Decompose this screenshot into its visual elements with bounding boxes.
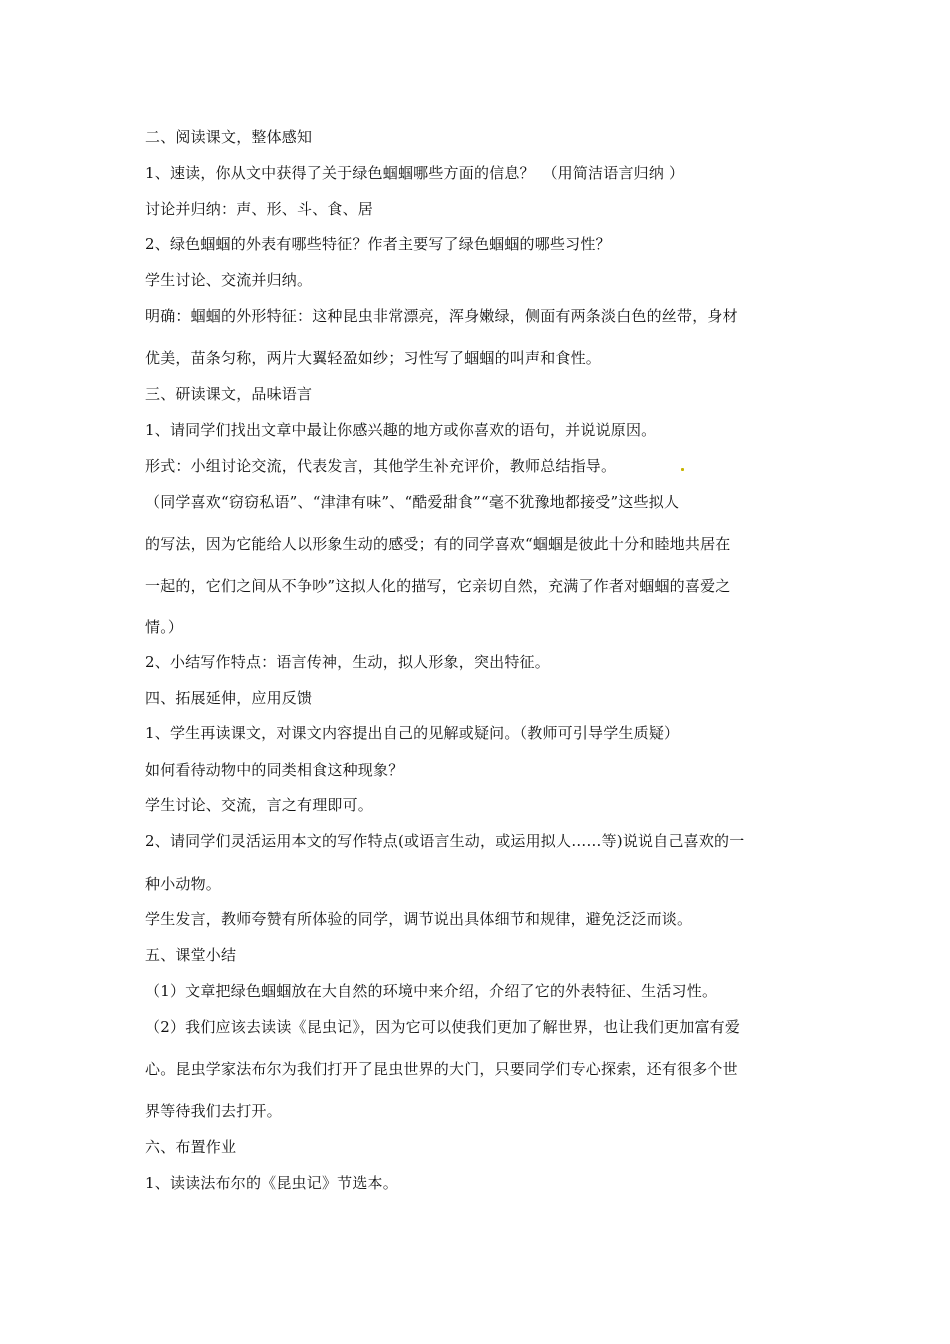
paragraph-line: 2、绿色蝈蝈的外表有哪些特征？作者主要写了绿色蝈蝈的哪些习性？	[145, 235, 611, 253]
paragraph-line: 讨论并归纳：声、形、斗、食、居	[145, 200, 374, 218]
paragraph-line: 学生讨论、交流并归纳。	[145, 271, 313, 289]
paragraph-line: 1、读读法布尔的《昆虫记》节选本。	[145, 1174, 398, 1192]
section-heading: 四、拓展延伸，应用反馈	[145, 689, 313, 707]
paragraph-line: 种小动物。	[145, 875, 222, 893]
paragraph-line: 形式：小组讨论交流，代表发言，其他学生补充评价，教师总结指导。	[145, 457, 617, 475]
paragraph-line: 一起的，它们之间从不争吵”这拟人化的描写，它亲切自然，充满了作者对蝈蝈的喜爱之	[145, 577, 731, 595]
paragraph-line: 学生发言，教师夸赞有所体验的同学，调节说出具体细节和规律，避免泛泛而谈。	[145, 910, 693, 928]
paragraph-line: 2、小结写作特点：语言传神，生动，拟人形象，突出特征。	[145, 653, 550, 671]
paragraph-line: 情。）	[145, 618, 184, 636]
section-heading: 二、阅读课文，整体感知	[145, 128, 313, 146]
section-heading: 五、课堂小结	[145, 946, 237, 964]
paragraph-line: （2）我们应该去读读《昆虫记》，因为它可以使我们更加了解世界，也让我们更加富有爱	[145, 1018, 741, 1036]
paragraph-line: 学生讨论、交流，言之有理即可。	[145, 796, 374, 814]
section-heading: 六、布置作业	[145, 1138, 237, 1156]
paragraph-line: 如何看待动物中的同类相食这种现象？	[145, 761, 404, 779]
paragraph-line: 2、请同学们灵活运用本文的写作特点(或语言生动，或运用拟人……等)说说自己喜欢的一	[145, 832, 745, 850]
stray-mark	[681, 468, 684, 471]
paragraph-line: 1、请同学们找出文章中最让你感兴趣的地方或你喜欢的语句，并说说原因。	[145, 421, 657, 439]
paragraph-line: （1）文章把绿色蝈蝈放在大自然的环境中来介绍，介绍了它的外表特征、生活习性。	[145, 982, 718, 1000]
paragraph-line: 心。昆虫学家法布尔为我们打开了昆虫世界的大门，只要同学们专心探索，还有很多个世	[145, 1060, 738, 1078]
paragraph-line: 界等待我们去打开。	[145, 1102, 282, 1120]
paragraph-line: 1、学生再读课文，对课文内容提出自己的见解或疑问。（教师可引导学生质疑）	[145, 724, 680, 742]
paragraph-line: 优美，苗条匀称，两片大翼轻盈如纱；习性写了蝈蝈的叫声和食性。	[145, 349, 602, 367]
paragraph-line: 明确：蝈蝈的外形特征：这种昆虫非常漂亮，浑身嫩绿，侧面有两条淡白色的丝带，身材	[145, 307, 738, 325]
paragraph-line: （同学喜欢“窃窃私语”、“津津有味”、“酷爱甜食”“毫不犹豫地都接受”这些拟人	[145, 493, 680, 511]
section-heading: 三、研读课文，品味语言	[145, 385, 313, 403]
paragraph-line: 的写法，因为它能给人以形象生动的感受；有的同学喜欢“蝈蝈是彼此十分和睦地共居在	[145, 535, 731, 553]
paragraph-line: 1、速读，你从文中获得了关于绿色蝈蝈哪些方面的信息？ （用简洁语言归纳 ）	[145, 164, 685, 182]
